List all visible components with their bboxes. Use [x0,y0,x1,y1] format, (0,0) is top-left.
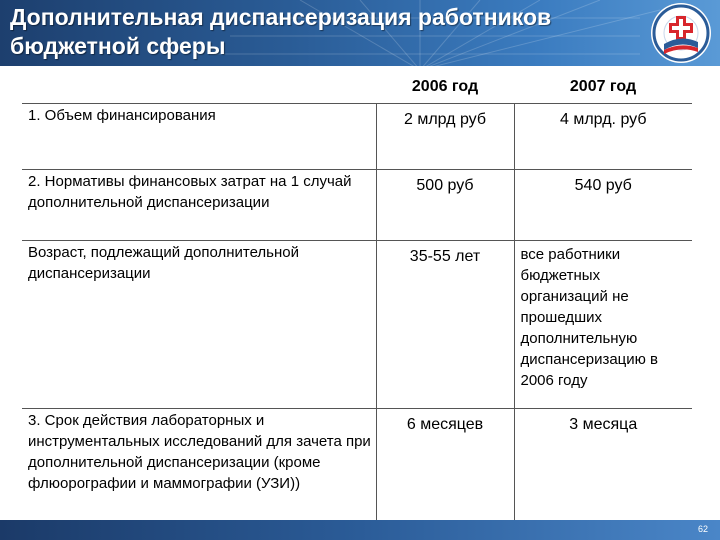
table-header-row [22,66,692,104]
page-title [10,3,551,61]
table-row [22,241,692,409]
column-header-2007: 2007 год [514,66,692,104]
table-row [22,170,692,241]
title-line-1: Дополнительная диспансеризация работников [10,4,552,30]
column-header-2006: 2006 год [376,66,514,104]
row-label: 2. Нормативы финансовых затрат на 1 случай дополнительной диспансеризации [22,170,376,241]
value-2007: 3 месяца [569,416,638,433]
row-label: 1. Объем финансирования [22,104,376,170]
value-2006: 6 месяцев [376,409,514,526]
value-2006: 2 млрд руб [376,104,514,170]
title-line-2: бюджетной сферы [10,33,226,59]
row-label: Возраст, подлежащий дополнительной диспансеризации [22,241,376,409]
slide-number: 62 [697,524,708,534]
value-2007: все работники бюджетных организаций не прошедших дополнительную диспансеризацию в 2006 году [514,241,692,409]
dispensarization-table [22,66,692,526]
table-row [22,409,692,526]
slide-footer [0,520,720,540]
slide-header [0,0,720,66]
column-header-empty [22,66,376,104]
row-label: 3. Срок действия лабораторных и инструментальных исследований для зачета при дополнительной диспансеризации (кроме флюорографии и маммографии (УЗИ)) [22,409,376,526]
value-2007: 540 руб [514,170,692,241]
value-2006: 35-55 лет [376,241,514,409]
dispensarization-health-logo-icon [650,2,712,64]
table-row [22,104,692,170]
value-2006: 500 руб [376,170,514,241]
value-2007: 4 млрд. руб [514,104,692,170]
